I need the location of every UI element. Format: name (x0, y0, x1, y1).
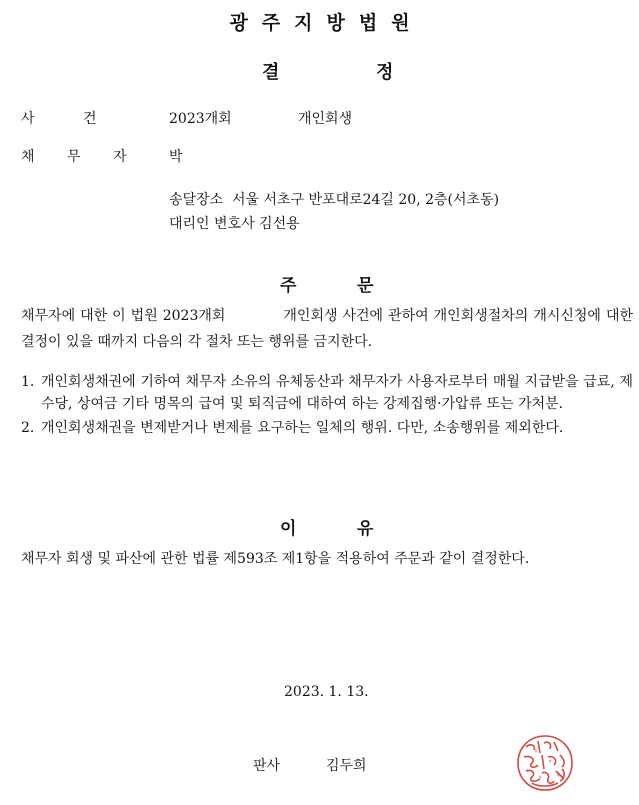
order-item-number: 1. (21, 374, 35, 390)
court-name: 광주지방법원 (229, 12, 424, 34)
order-item-number: 2. (21, 420, 35, 436)
case-label: 사 건 (21, 111, 119, 127)
document-type-right: 정 (376, 62, 394, 83)
order-item (21, 371, 633, 415)
document-type-left: 결 (262, 62, 280, 83)
legal-agent: 대리인 변호사 김선용 (169, 216, 300, 232)
official-seal-icon (514, 733, 576, 793)
order-intro (21, 303, 633, 355)
order-item-text: 개인회생채권에 기하여 채무자 소유의 유체동산과 채무자가 사용자로부터 매월 지급받을 급료, 제수당, 상여금 기타 명목의 급여 및 퇴직금에 대하여 하는 강제집행·가압류 또는 가처분. (41, 374, 633, 412)
service-address: 송달장소 서울 서초구 반포대로24길 20, 2층(서초동) (169, 192, 500, 208)
order-heading-right: 문 (357, 276, 374, 296)
judge-name: 김두희 (326, 758, 367, 774)
order-intro-part2: 개인회생 사건에 관하여 개인회생절차의 개시신청에 대한 결정이 있을 때까지 다음의 각 절차 또는 행위를 금지한다. (21, 308, 633, 350)
order-item-text: 개인회생채권을 변제받거나 변제를 요구하는 일체의 행위. 다만, 소송행위를 제외한다. (41, 420, 564, 436)
reason-heading-right: 유 (357, 519, 374, 539)
case-name: 개인회생 (298, 111, 353, 127)
order-item (21, 417, 633, 439)
debtor-name: 박 (169, 149, 183, 165)
case-number: 2023개회 (169, 111, 232, 127)
judge-title: 판사 (253, 758, 281, 774)
decision-date: 2023. 1. 13. (284, 684, 369, 700)
order-items-list (21, 371, 633, 439)
reason-text: 채무자 회생 및 파산에 관한 법률 제593조 제1항을 적용하여 주문과 같이 결정한다. (21, 551, 530, 567)
debtor-label: 채 무 자 (21, 149, 141, 165)
order-heading-left: 주 (280, 276, 297, 296)
order-intro-part1: 채무자에 대한 이 법원 2023개회 (21, 308, 226, 324)
reason-heading-left: 이 (280, 519, 297, 539)
